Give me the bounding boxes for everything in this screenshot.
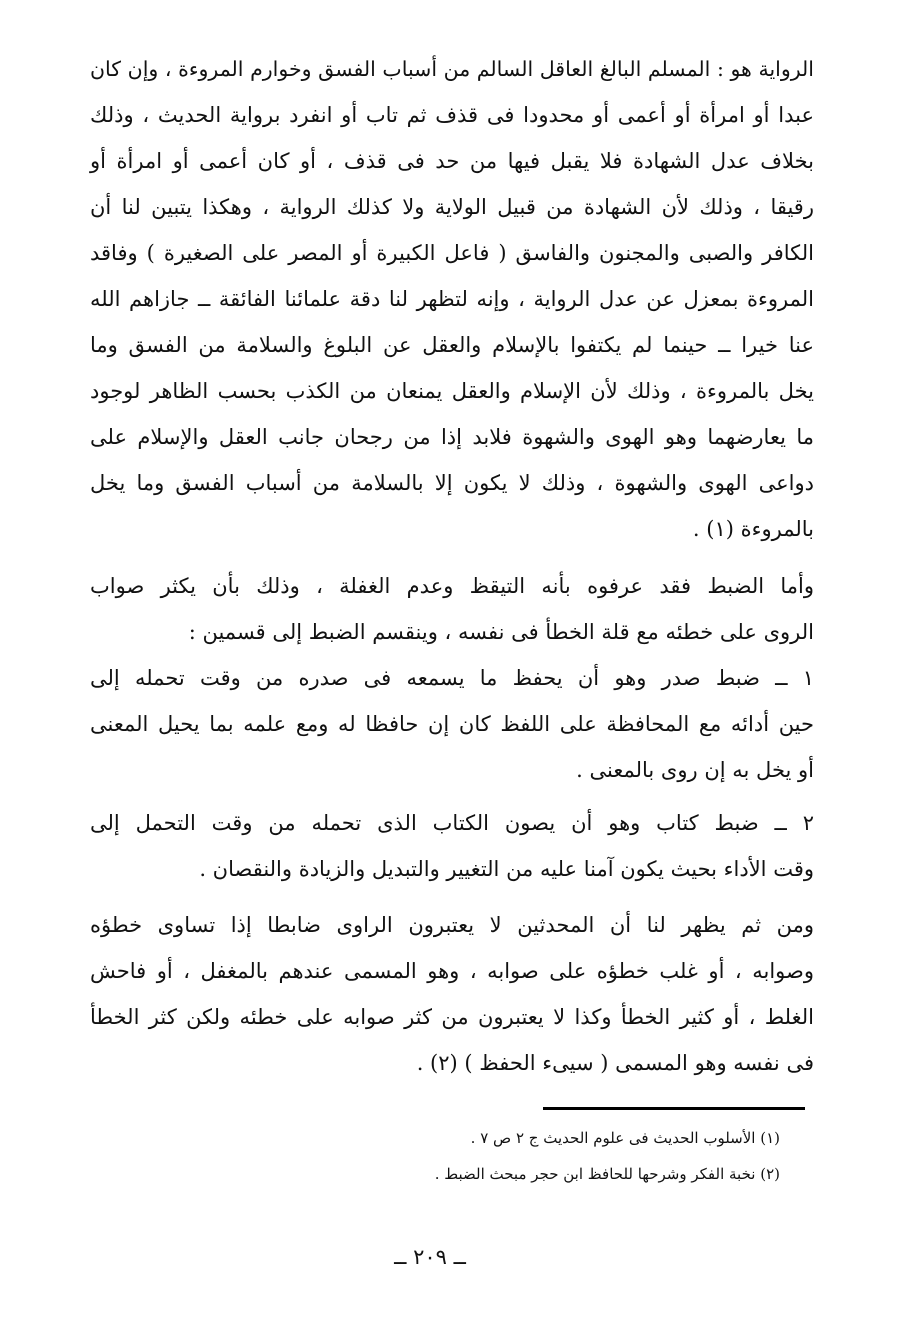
text-line: ومن ثم يظهر لنا أن المحدثين لا يعتبرون الراوى ضابطا إذا تساوى خطؤه [90,913,814,937]
text-line: بخلاف عدل الشهادة فلا يقبل فيها من حد فى قذف ، أو كان أعمى أو امرأة أو [90,149,814,173]
paragraph-narrator-definition [90,46,814,552]
text-line: ١ ــ ضبط صدر وهو أن يحفظ ما يسمعه فى صدره من وقت تحمله إلى [90,666,814,690]
text-line: أو يخل به إن روى بالمعنى . [576,758,814,782]
text-line: عنا خيرا ــ حينما لم يكتفوا بالإسلام والعقل عن البلوغ والسلامة من الفسق وما [90,333,814,357]
text-line: عبدا أو امرأة أو أعمى أو محدودا فى قذف ثم تاب أو انفرد برواية الحديث ، وذلك [90,103,814,127]
text-line: وصوابه ، أو غلب خطؤه على صوابه ، وهو المسمى عندهم بالمغفل ، أو فاحش [90,959,814,983]
text-line: دواعى الهوى والشهوة ، وذلك لا يكون إلا بالسلامة من أسباب الفسق وما يخل [90,471,814,495]
text-line: الروى على خطئه مع قلة الخطأ فى نفسه ، وينقسم الضبط إلى قسمين : [188,620,814,644]
paragraph-dabt-kitab [90,800,814,892]
page-number: ــ ٢٠٩ ــ [394,1245,466,1269]
text-line: رقيقا ، وذلك لأن الشهادة من قبيل الولاية ولا كذلك الرواية ، وهكذا يتبين لنا أن [90,195,814,219]
text-line: حين أدائه مع المحافظة على اللفظ كان إن حافظا له ومع علمه بما يحيل المعنى [90,712,814,736]
text-line: الكافر والصبى والمجنون والفاسق ( فاعل الكبيرة أو المصر على الصغيرة ) وفاقد [90,241,814,265]
paragraph-conclusion [90,902,814,1086]
text-line: ٢ ــ ضبط كتاب وهو أن يصون الكتاب الذى تحمله من وقت التحمل إلى [90,811,814,835]
paragraph-dabt-definition [90,563,814,793]
footnote-2: (٢) نخبة الفكر وشرحها للحافظ ابن حجر مبحث الضبط . [434,1165,780,1183]
text-line: وقت الأداء بحيث يكون آمنا عليه من التغيير والتبديل والزيادة والنقصان . [199,857,814,881]
text-line: بالمروءة (١) . [692,517,814,541]
text-line: وأما الضبط فقد عرفوه بأنه التيقظ وعدم الغفلة ، وذلك بأن يكثر صواب [90,574,814,598]
text-line: يخل بالمروءة ، وذلك لأن الإسلام والعقل يمنعان من الكذب بحسب الظاهر لوجود [90,379,814,403]
text-line: فى نفسه وهو المسمى ( سيىء الحفظ ) (٢) . [416,1051,814,1075]
text-line: ما يعارضهما وهو الهوى والشهوة فلابد إذا من رجحان جانب العقل والإسلام على [90,425,814,449]
footnote-separator [543,1107,805,1110]
footnote-1: (١) الأسلوب الحديث فى علوم الحديث ج ٢ ص ٧ . [470,1129,780,1147]
text-line: المروءة بمعزل عن عدل الرواية ، وإنه لتظهر لنا دقة علمائنا الفائقة ــ جازاهم الله [90,287,814,311]
text-line: الرواية هو : المسلم البالغ العاقل السالم من أسباب الفسق وخوارم المروءة ، وإن كان [90,57,814,81]
text-line: الغلط ، أو كثير الخطأ وكذا لا يعتبرون من كثر صوابه على خطئه ولكن كثر الخطأ [90,1005,814,1029]
